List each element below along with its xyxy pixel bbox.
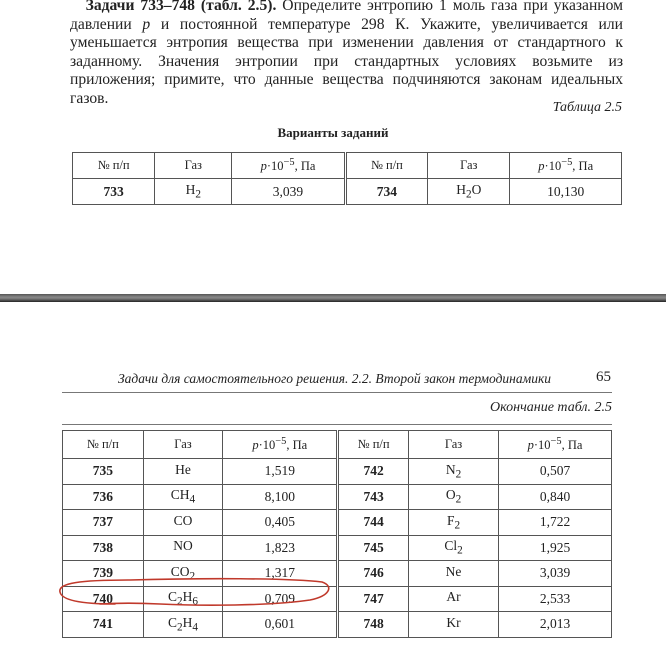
cell-gas: Ar (409, 586, 499, 612)
table-row (63, 510, 612, 536)
header-num: № п/п (345, 153, 427, 179)
var-p: p (142, 15, 151, 33)
page-number: 65 (596, 369, 611, 385)
cell-pressure: 1,925 (499, 535, 612, 561)
cell-pressure: 8,100 (223, 484, 338, 510)
cell-pressure: 0,709 (223, 586, 338, 612)
running-head: Задачи для самостоятельного решения. 2.2. Второй закон термодинамики (118, 371, 552, 386)
cell-num: 740 (63, 586, 144, 612)
table-top-rule (62, 424, 612, 425)
task-text: Определите энтропию 1 моль газа при указанном давлении (70, 0, 623, 33)
page-divider (0, 294, 666, 302)
cell-num: 736 (63, 484, 144, 510)
header-gas: Газ (409, 431, 499, 459)
cell-num: 746 (338, 561, 409, 587)
header-gas: Газ (428, 153, 510, 179)
header-pressure: $p\cdot 10^{-5}$, Па (232, 153, 346, 179)
cell-pressure: 3,039 (499, 561, 612, 587)
table-row (63, 561, 612, 587)
cell-num: 745 (338, 535, 409, 561)
variants-table-top (72, 152, 622, 205)
cell-pressure: 0,507 (499, 459, 612, 485)
cell-gas: Ne (409, 561, 499, 587)
header-num: № п/п (63, 431, 144, 459)
table-row (63, 586, 612, 612)
cell-gas: $F_2$ (409, 510, 499, 536)
cell-num: 734 (345, 179, 427, 205)
cell-gas: CO (143, 510, 223, 536)
header-gas: Газ (143, 431, 223, 459)
cell-pressure: 1,317 (223, 561, 338, 587)
table-row (63, 484, 612, 510)
table-label: Таблица 2.5 (552, 100, 622, 115)
variants-table-bottom (62, 430, 612, 638)
header-num: № п/п (338, 431, 409, 459)
header-gas: Газ (155, 153, 232, 179)
cell-gas: $O_2$ (409, 484, 499, 510)
cell-pressure: 1,519 (223, 459, 338, 485)
cell-gas: $Cl_2$ (409, 535, 499, 561)
table-row (63, 612, 612, 638)
cell-num: 742 (338, 459, 409, 485)
continuation-label: Окончание табл. 2.5 (490, 400, 612, 415)
cell-gas: $CH_4$ (143, 484, 223, 510)
table-header-row (63, 431, 612, 459)
cell-gas: $H_2O$ (428, 179, 510, 205)
table-caption: Варианты заданий (277, 125, 389, 140)
cell-num: 737 (63, 510, 144, 536)
cell-num: 733 (73, 179, 155, 205)
cell-gas: He (143, 459, 223, 485)
cell-gas: $H_2$ (155, 179, 232, 205)
cell-pressure: 0,840 (499, 484, 612, 510)
header-num: № п/п (73, 153, 155, 179)
cell-gas: NO (143, 535, 223, 561)
table-row (63, 459, 612, 485)
cell-num: 735 (63, 459, 144, 485)
table-row (63, 535, 612, 561)
header-pressure: $p\cdot 10^{-5}$, Па (510, 153, 622, 179)
cell-num: 748 (338, 612, 409, 638)
cell-num: 738 (63, 535, 144, 561)
cell-gas: $C_2H_6$ (143, 586, 223, 612)
cell-pressure: 2,533 (499, 586, 612, 612)
cell-pressure: 10,130 (510, 179, 622, 205)
header-pressure: $p\cdot 10^{-5}$, Па (499, 431, 612, 459)
task-text: и постоянной температуре 298 К. Укажите, увеличивается или уменьшается энтропия вещества при изменении давления от стандартного к заданному. Значения энтропии при стандартных условиях возьмите из приложения; примите, что данные вещества подчиняются законам идеальных газов. (70, 15, 623, 107)
cell-pressure: 1,823 (223, 535, 338, 561)
cell-gas: Kr (409, 612, 499, 638)
cell-pressure: 3,039 (232, 179, 346, 205)
cell-gas: $CO_2$ (143, 561, 223, 587)
cell-gas: $C_2H_4$ (143, 612, 223, 638)
cell-pressure: 1,722 (499, 510, 612, 536)
cell-num: 739 (63, 561, 144, 587)
table-header-row (73, 153, 622, 179)
cell-num: 744 (338, 510, 409, 536)
table-row (73, 179, 622, 205)
cell-pressure: 2,013 (499, 612, 612, 638)
task-statement (70, 0, 623, 109)
cell-num: 747 (338, 586, 409, 612)
cell-gas: $N_2$ (409, 459, 499, 485)
cell-pressure: 0,601 (223, 612, 338, 638)
cell-pressure: 0,405 (223, 510, 338, 536)
cell-num: 743 (338, 484, 409, 510)
task-title: Задачи 733–748 (табл. 2.5). (85, 0, 277, 14)
header-pressure: $p\cdot 10^{-5}$, Па (223, 431, 338, 459)
cell-num: 741 (63, 612, 144, 638)
header-rule (62, 392, 612, 393)
